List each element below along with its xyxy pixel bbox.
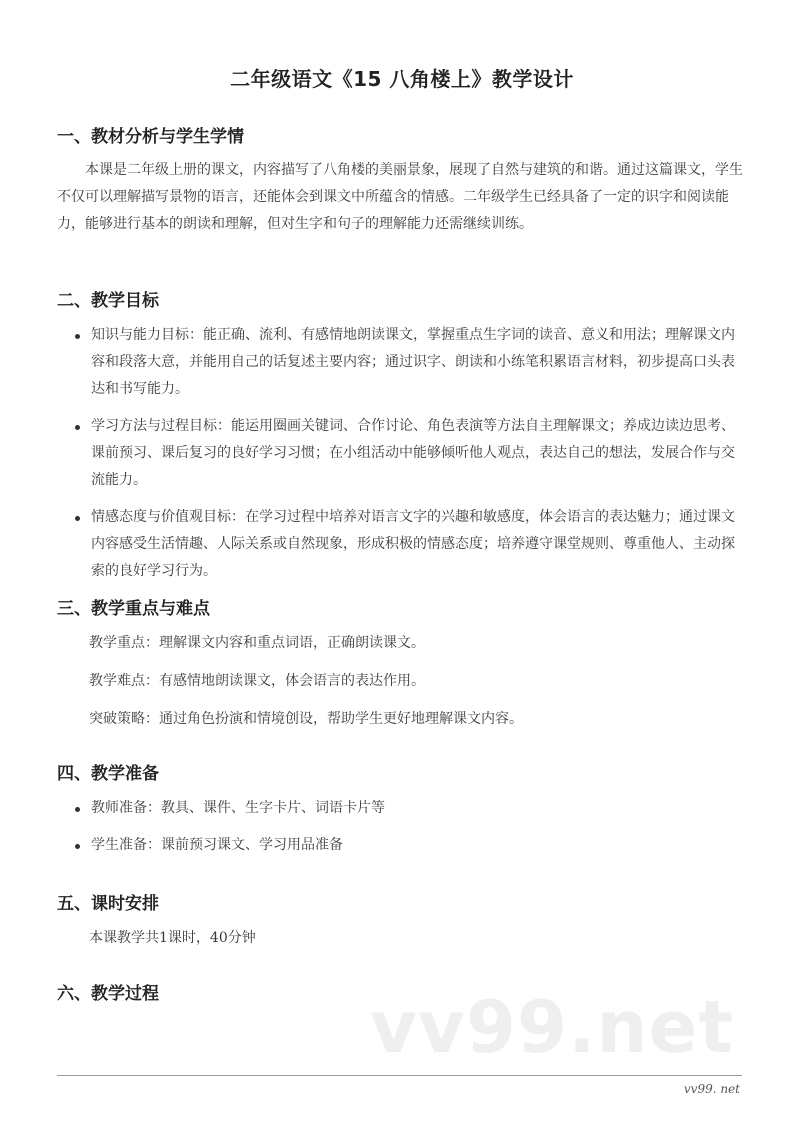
section-1-paragraph: 本课是二年级上册的课文，内容描写了八角楼的美丽景象，展现了自然与建筑的和谐。通过这篇课文，学生不仅可以理解描写景物的语言，还能体会到课文中所蕴含的情感。二年级学生已经具备了一定的识字和阅读能力，能够进行基本的朗读和理解，但对生字和句子的理解能力还需继续训练。 bbox=[57, 162, 743, 232]
bullet-icon bbox=[75, 844, 80, 849]
strategy-line: 突破策略：通过角色扮演和情境创设，帮助学生更好地理解课文内容。 bbox=[89, 711, 523, 727]
list-item: 学生准备：课前预习课文、学习用品准备 bbox=[57, 832, 747, 859]
list-item: 情感态度与价值观目标：在学习过程中培养对语言文字的兴趣和敏感度，体会语言的表达魅力；通过课文内容感受生活情趣、人际关系或自然现象，形成积极的情感态度；培养遵守课堂规则、尊重他人、主动探索的良好学习行为。 bbox=[57, 504, 747, 585]
section-heading-5: 五、课时安排 bbox=[57, 894, 159, 914]
document-title: 二年级语文《15 八角楼上》教学设计 bbox=[230, 67, 574, 91]
preparation-list bbox=[57, 795, 747, 869]
section-heading-2: 二、教学目标 bbox=[57, 291, 159, 311]
key-point-line: 教学重点：理解课文内容和重点词语，正确朗读课文。 bbox=[89, 635, 425, 651]
list-item: 教师准备：教具、课件、生字卡片、词语卡片等 bbox=[57, 795, 747, 822]
difficulty-line: 教学难点：有感情地朗读课文，体会语言的表达作用。 bbox=[89, 673, 425, 689]
section-heading-4: 四、教学准备 bbox=[57, 764, 159, 784]
bullet-icon bbox=[75, 516, 80, 521]
bullet-icon bbox=[75, 807, 80, 812]
teaching-goals-list bbox=[57, 322, 747, 595]
bullet-icon bbox=[75, 425, 80, 430]
section-heading-1: 一、教材分析与学生学情 bbox=[57, 127, 244, 147]
watermark: vv99.net bbox=[370, 985, 734, 1069]
list-item: 知识与能力目标：能正确、流利、有感情地朗读课文，掌握重点生字词的读音、意义和用法；理解课文内容和段落大意，并能用自己的话复述主要内容；通过识字、朗读和小练笔积累语言材料，初步提高口头表达和书写能力。 bbox=[57, 322, 747, 403]
footer-divider bbox=[57, 1075, 742, 1076]
list-item: 学习方法与过程目标：能运用圈画关键词、合作讨论、角色表演等方法自主理解课文；养成边读边思考、课前预习、课后复习的良好学习习惯；在小组活动中能够倾听他人观点，表达自己的想法，发展合作与交流能力。 bbox=[57, 413, 747, 494]
section-heading-3: 三、教学重点与难点 bbox=[57, 599, 210, 619]
section-heading-6: 六、教学过程 bbox=[57, 984, 159, 1004]
footer-site-label: vv99. net bbox=[683, 1082, 740, 1096]
bullet-icon bbox=[75, 334, 80, 339]
schedule-line: 本课教学共1课时，40分钟 bbox=[89, 930, 256, 946]
